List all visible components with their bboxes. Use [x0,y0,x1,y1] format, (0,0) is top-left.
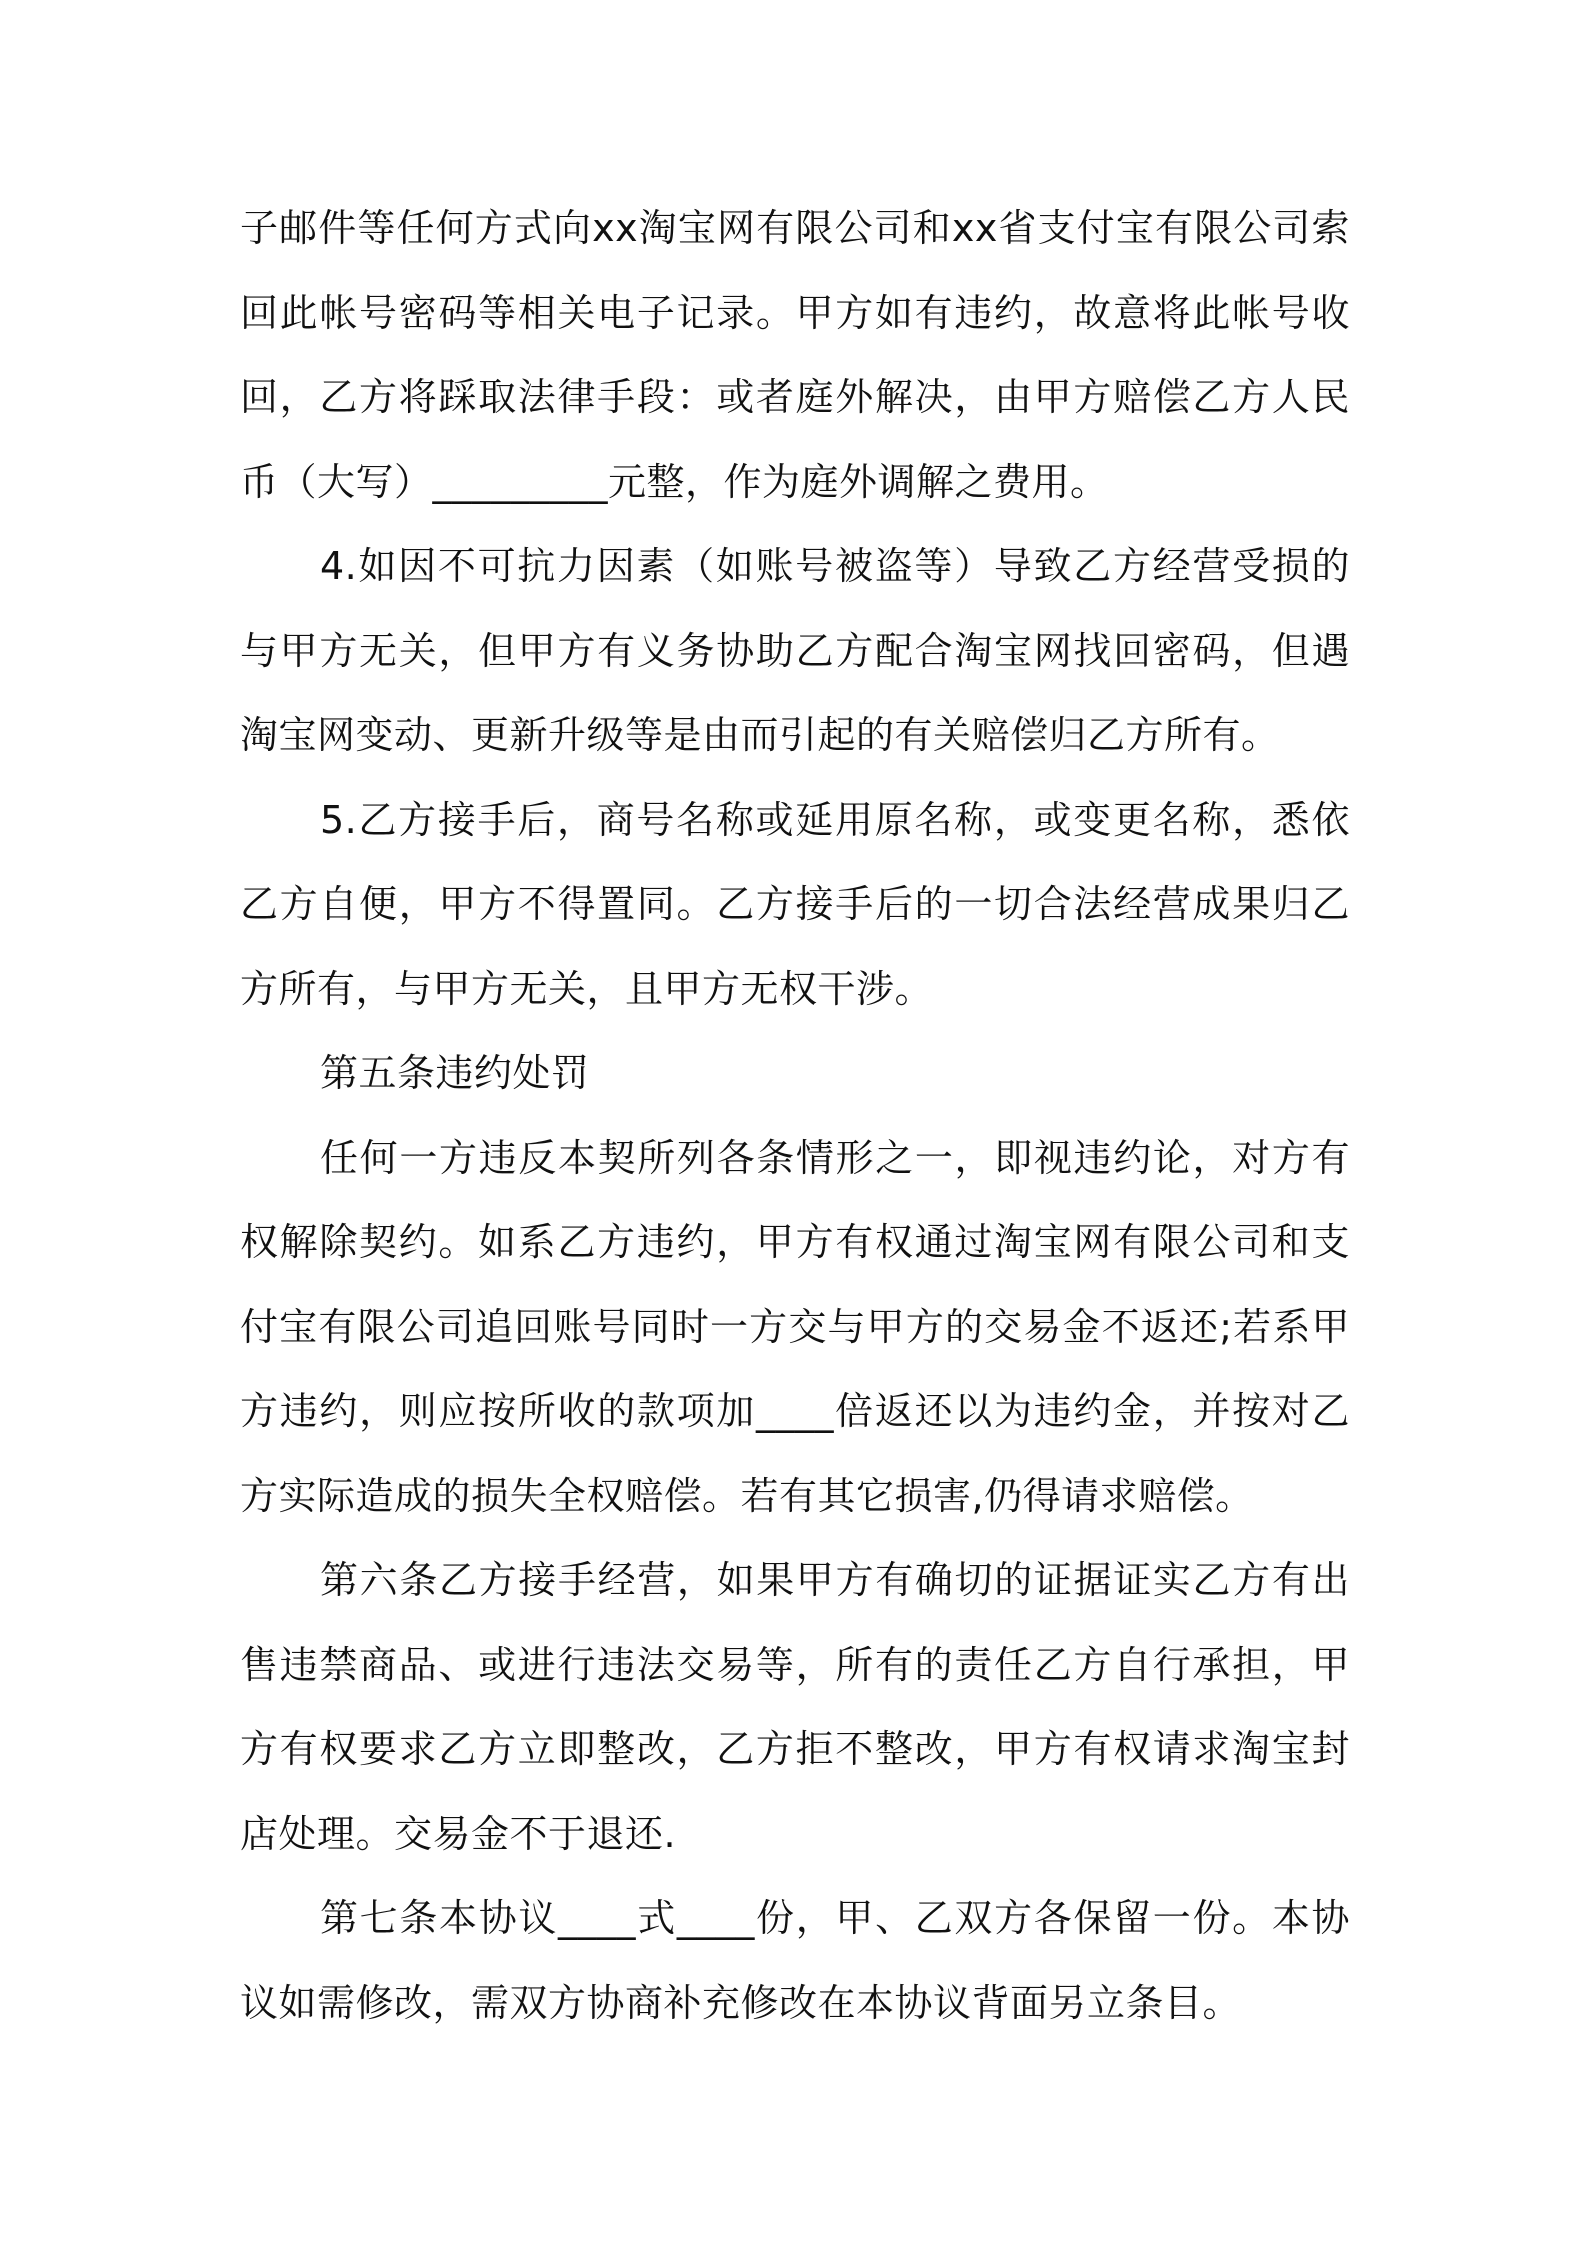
paragraph-continuation: 子邮件等任何方式向xx淘宝网有限公司和xx省支付宝有限公司索回此帐号密码等相关电子记录。甲方如有违约，故意将此帐号收回，乙方将踩取法律手段：或者庭外解决，由甲方赔偿乙方人民币（大写）_________元整，作为庭外调解之费用。 [240,206,1350,504]
paragraph-breach-penalty: 任何一方违反本契所列各条情形之一，即视违约论，对方有权解除契约。如系乙方违约，甲方有权通过淘宝网有限公司和支付宝有限公司追回账号同时一方交与甲方的交易金不返还;若系甲方违约，则应按所收的款项加____倍返还以为违约金，并按对乙方实际造成的损失全权赔偿。若有其它损害,仍得请求赔偿。 [240,1135,1350,1518]
paragraph-item-4: 4.如因不可抗力因素（如账号被盗等）导致乙方经营受损的与甲方无关，但甲方有义务协助乙方配合淘宝网找回密码，但遇淘宝网变动、更新升级等是由而引起的有关赔偿归乙方所有。 [240,544,1350,757]
section-heading-article-5: 第五条违约处罚 [320,1051,590,1095]
paragraph-article-6: 第六条乙方接手经营，如果甲方有确切的证据证实乙方有出售违禁商品、或进行违法交易等，所有的责任乙方自行承担，甲方有权要求乙方立即整改，乙方拒不整改，甲方有权请求淘宝封店处理。交易金不于退还. [240,1558,1350,1856]
paragraph-item-5: 5.乙方接手后，商号名称或延用原名称，或变更名称，悉依乙方自便，甲方不得置同。乙方接手后的一切合法经营成果归乙方所有，与甲方无关，且甲方无权干涉。 [240,797,1350,1011]
paragraph-article-7: 第七条本协议____式____份，甲、乙双方各保留一份。本协议如需修改，需双方协商补充修改在本协议背面另立条目。 [240,1896,1350,2025]
document-body [240,186,1350,2045]
